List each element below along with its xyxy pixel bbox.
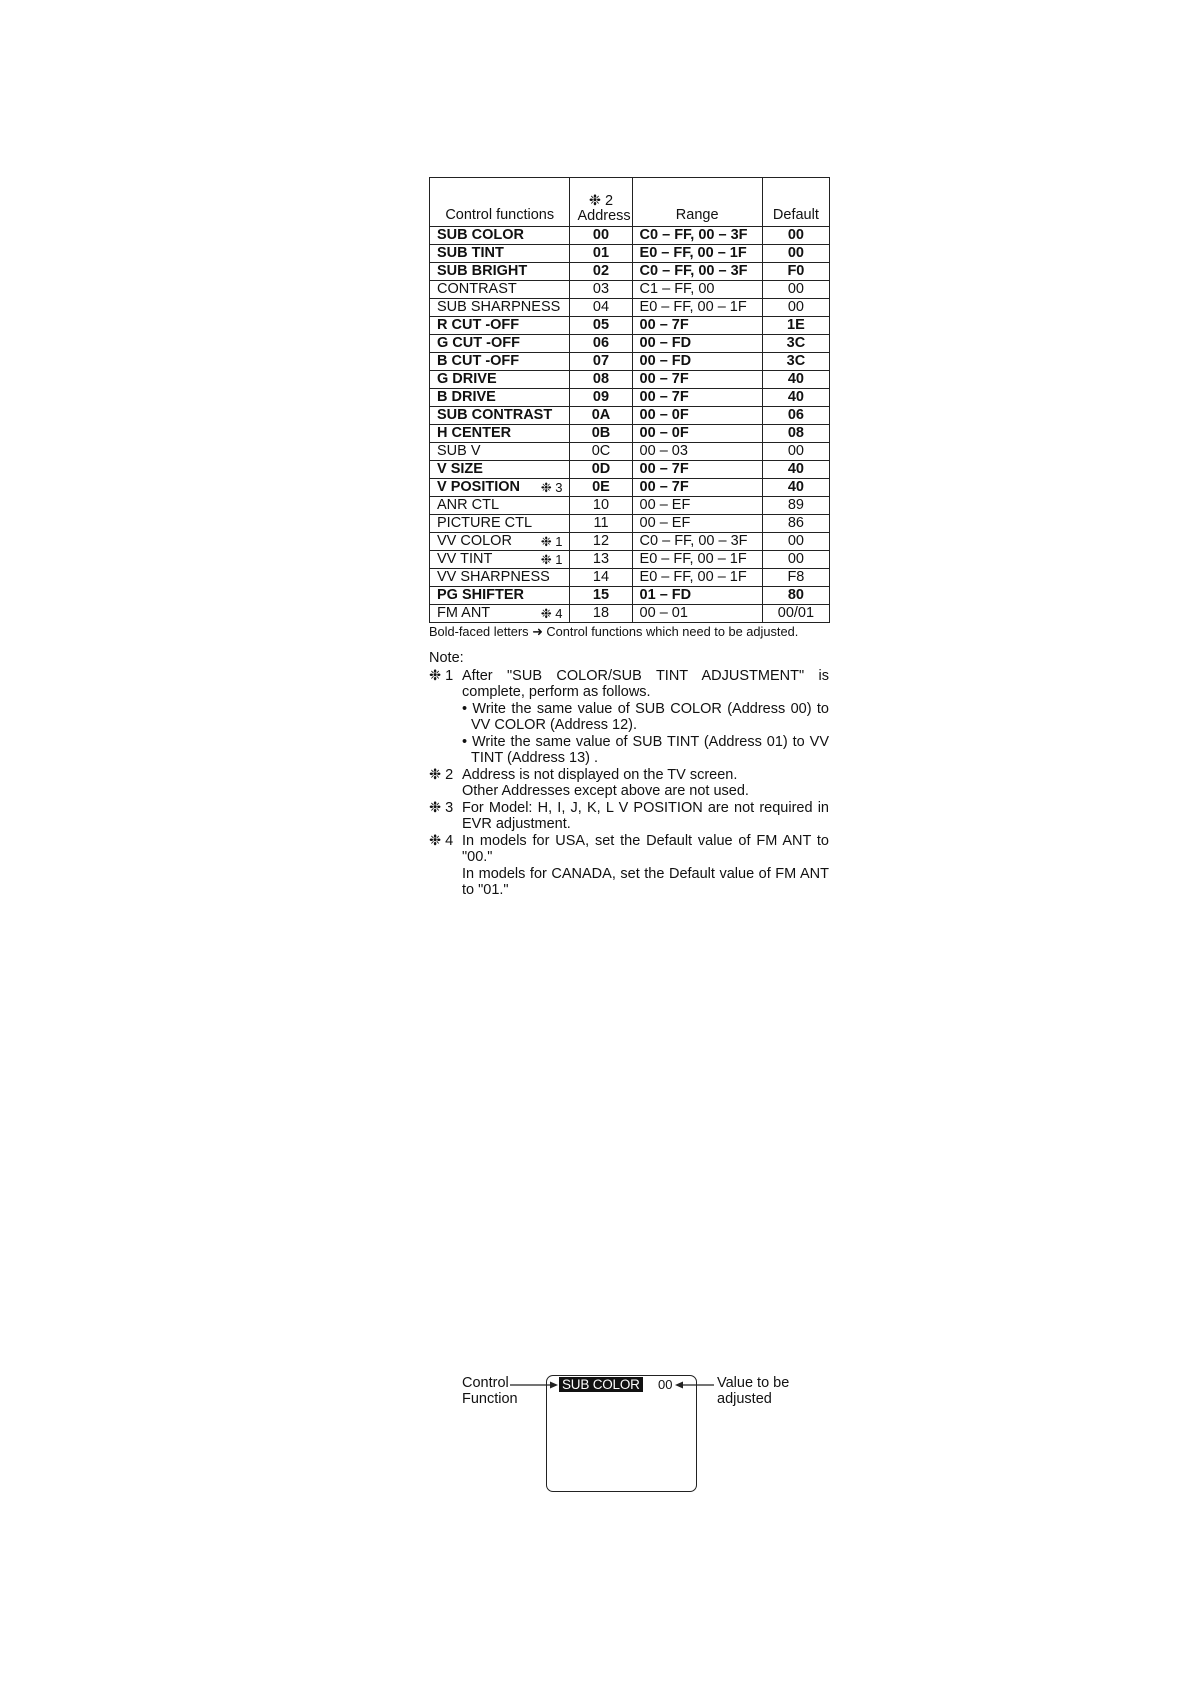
cell-address: 01 xyxy=(570,245,632,263)
note-4-line-2: In models for CANADA, set the Default value of FM ANT to "01." xyxy=(462,865,829,898)
osd-function-name: SUB COLOR xyxy=(559,1377,643,1392)
screen-diagram xyxy=(440,1365,820,1495)
cell-range: 00 – 7F xyxy=(632,317,762,335)
cell-address: 00 xyxy=(570,227,632,245)
cell-function xyxy=(430,335,570,353)
footnote-mark: ❉ 1 xyxy=(540,552,563,567)
cell-default: 80 xyxy=(762,587,829,605)
notes-section xyxy=(429,650,829,899)
cell-address: 0A xyxy=(570,407,632,425)
cell-default: F0 xyxy=(762,263,829,281)
cell-function xyxy=(430,263,570,281)
note-1-key: ❉ 1 xyxy=(429,667,454,684)
table-row xyxy=(430,317,830,335)
cell-address: 02 xyxy=(570,263,632,281)
function-name: V POSITION xyxy=(437,479,520,495)
cell-range: 00 – 01 xyxy=(632,605,762,623)
note-4 xyxy=(429,833,829,899)
cell-address: 13 xyxy=(570,551,632,569)
function-name: SUB TINT xyxy=(437,245,504,261)
cell-address: 06 xyxy=(570,335,632,353)
footnote-mark: ❉ 1 xyxy=(540,534,563,549)
note-3-key: ❉ 3 xyxy=(429,799,454,816)
cell-default: 00 xyxy=(762,443,829,461)
table-row xyxy=(430,371,830,389)
cell-default: 40 xyxy=(762,389,829,407)
function-name: SUB BRIGHT xyxy=(437,263,528,279)
note-3-text: For Model: H, I, J, K, L V POSITION are not required in EVR adjustment. xyxy=(462,799,829,832)
cell-address: 0B xyxy=(570,425,632,443)
control-function-label-line-1: Control xyxy=(462,1375,509,1391)
cell-range: 00 – 0F xyxy=(632,407,762,425)
cell-default: 06 xyxy=(762,407,829,425)
cell-range: E0 – FF, 00 – 1F xyxy=(632,569,762,587)
cell-function xyxy=(430,551,570,569)
cell-function xyxy=(430,497,570,515)
cell-address: 14 xyxy=(570,569,632,587)
function-name: SUB V xyxy=(437,443,481,459)
function-name: PICTURE CTL xyxy=(437,515,533,531)
osd-value: 00 xyxy=(658,1377,673,1392)
cell-default: 1E xyxy=(762,317,829,335)
cell-function xyxy=(430,479,570,497)
note-4-line-1: In models for USA, set the Default value of FM ANT to "00." xyxy=(462,832,829,865)
cell-function xyxy=(430,299,570,317)
note-4-key: ❉ 4 xyxy=(429,832,454,849)
table-body xyxy=(430,227,830,623)
cell-default: 00/01 xyxy=(762,605,829,623)
cell-default: 40 xyxy=(762,479,829,497)
cell-range: C0 – FF, 00 – 3F xyxy=(632,533,762,551)
function-name: G DRIVE xyxy=(437,371,497,387)
cell-address: 07 xyxy=(570,353,632,371)
note-2 xyxy=(429,767,829,800)
cell-range: E0 – FF, 00 – 1F xyxy=(632,551,762,569)
cell-address: 09 xyxy=(570,389,632,407)
cell-address: 08 xyxy=(570,371,632,389)
cell-function xyxy=(430,317,570,335)
function-name: PG SHIFTER xyxy=(437,587,525,603)
function-name: FM ANT xyxy=(437,605,491,621)
cell-range: 00 – 7F xyxy=(632,389,762,407)
note-2-line-1: Address is not displayed on the TV screen. xyxy=(462,766,738,783)
function-name: G CUT -OFF xyxy=(437,335,520,351)
function-name: ANR CTL xyxy=(437,497,500,513)
cell-range: E0 – FF, 00 – 1F xyxy=(632,299,762,317)
function-name: V SIZE xyxy=(437,461,483,477)
cell-default: 00 xyxy=(762,299,829,317)
function-name: VV TINT xyxy=(437,551,493,567)
cell-default: 86 xyxy=(762,515,829,533)
cell-address: 0C xyxy=(570,443,632,461)
table-row xyxy=(430,533,830,551)
cell-function xyxy=(430,227,570,245)
note-1-text: After "SUB COLOR/SUB TINT ADJUSTMENT" is complete, perform as follows. xyxy=(462,667,829,700)
value-label-line-2: adjusted xyxy=(717,1391,772,1407)
cell-default: 00 xyxy=(762,281,829,299)
table-row xyxy=(430,515,830,533)
table-row xyxy=(430,407,830,425)
footnote-mark: ❉ 3 xyxy=(540,480,563,495)
table-header-row xyxy=(430,178,830,227)
note-3 xyxy=(429,800,829,833)
cell-function xyxy=(430,569,570,587)
bold-legend-note: Bold-faced letters ➜ Control functions which need to be adjusted. xyxy=(429,624,799,639)
cell-default: 89 xyxy=(762,497,829,515)
cell-default: 3C xyxy=(762,335,829,353)
table-row xyxy=(430,245,830,263)
table-row xyxy=(430,335,830,353)
table-row xyxy=(430,605,830,623)
cell-default: 00 xyxy=(762,551,829,569)
cell-address: 11 xyxy=(570,515,632,533)
pointer-arrows xyxy=(440,1365,820,1495)
table-row xyxy=(430,497,830,515)
table-row xyxy=(430,461,830,479)
value-label-line-1: Value to be xyxy=(717,1375,790,1391)
notes-title: Note: xyxy=(429,650,464,666)
function-name: VV COLOR xyxy=(437,533,512,549)
header-address-mark: ❉ 2 xyxy=(588,193,614,209)
function-arrow xyxy=(510,1382,558,1389)
note-1-bullet-1: • Write the same value of SUB COLOR (Address 00) to VV COLOR (Address 12). xyxy=(462,700,829,733)
cell-function xyxy=(430,515,570,533)
function-name: VV SHARPNESS xyxy=(437,569,550,585)
cell-function xyxy=(430,443,570,461)
note-2-key: ❉ 2 xyxy=(429,766,454,783)
function-name: R CUT -OFF xyxy=(437,317,520,333)
cell-range: 00 – 7F xyxy=(632,479,762,497)
header-address xyxy=(570,178,632,227)
cell-address: 0D xyxy=(570,461,632,479)
table-row xyxy=(430,227,830,245)
cell-default: 00 xyxy=(762,227,829,245)
table-row xyxy=(430,263,830,281)
cell-function xyxy=(430,281,570,299)
function-name: SUB SHARPNESS xyxy=(437,299,561,315)
cell-function xyxy=(430,407,570,425)
function-name: SUB CONTRAST xyxy=(437,407,553,423)
cell-function xyxy=(430,533,570,551)
cell-address: 12 xyxy=(570,533,632,551)
cell-function xyxy=(430,605,570,623)
value-arrow xyxy=(675,1382,714,1389)
cell-range: C0 – FF, 00 – 3F xyxy=(632,263,762,281)
function-name: H CENTER xyxy=(437,425,512,441)
cell-default: 00 xyxy=(762,533,829,551)
function-name: B CUT -OFF xyxy=(437,353,520,369)
function-name: SUB COLOR xyxy=(437,227,524,243)
cell-range: C0 – FF, 00 – 3F xyxy=(632,227,762,245)
note-1-bullet-2: • Write the same value of SUB TINT (Address 01) to VV TINT (Address 13) . xyxy=(462,733,829,766)
note-1 xyxy=(429,668,829,767)
cell-function xyxy=(430,425,570,443)
cell-default: 40 xyxy=(762,371,829,389)
cell-range: E0 – FF, 00 – 1F xyxy=(632,245,762,263)
table-row xyxy=(430,353,830,371)
cell-address: 15 xyxy=(570,587,632,605)
cell-range: 01 – FD xyxy=(632,587,762,605)
header-range: Range xyxy=(632,178,762,227)
cell-function xyxy=(430,245,570,263)
cell-address: 18 xyxy=(570,605,632,623)
header-address-label: Address xyxy=(577,208,631,224)
note-2-line-2: Other Addresses except above are not used. xyxy=(462,783,749,799)
cell-range: 00 – 7F xyxy=(632,461,762,479)
header-default: Default xyxy=(762,178,829,227)
cell-address: 0E xyxy=(570,479,632,497)
table-row xyxy=(430,479,830,497)
table-row xyxy=(430,587,830,605)
cell-function xyxy=(430,353,570,371)
table-row xyxy=(430,299,830,317)
cell-function xyxy=(430,587,570,605)
cell-function xyxy=(430,371,570,389)
cell-address: 03 xyxy=(570,281,632,299)
header-control-functions: Control functions xyxy=(430,178,570,227)
cell-default: 08 xyxy=(762,425,829,443)
cell-range: 00 – EF xyxy=(632,515,762,533)
cell-address: 10 xyxy=(570,497,632,515)
cell-range: 00 – EF xyxy=(632,497,762,515)
control-functions-table xyxy=(429,177,830,623)
cell-default: 3C xyxy=(762,353,829,371)
cell-address: 05 xyxy=(570,317,632,335)
cell-range: 00 – FD xyxy=(632,353,762,371)
cell-range: 00 – 7F xyxy=(632,371,762,389)
table-row xyxy=(430,425,830,443)
cell-range: 00 – FD xyxy=(632,335,762,353)
cell-function xyxy=(430,461,570,479)
table-row xyxy=(430,569,830,587)
cell-address: 04 xyxy=(570,299,632,317)
cell-range: C1 – FF, 00 xyxy=(632,281,762,299)
table-row xyxy=(430,281,830,299)
cell-default: 40 xyxy=(762,461,829,479)
table-row xyxy=(430,551,830,569)
function-name: CONTRAST xyxy=(437,281,517,297)
control-function-label-line-2: Function xyxy=(462,1391,518,1407)
cell-range: 00 – 0F xyxy=(632,425,762,443)
cell-default: F8 xyxy=(762,569,829,587)
cell-range: 00 – 03 xyxy=(632,443,762,461)
function-name: B DRIVE xyxy=(437,389,496,405)
cell-function xyxy=(430,389,570,407)
table-row xyxy=(430,389,830,407)
cell-default: 00 xyxy=(762,245,829,263)
footnote-mark: ❉ 4 xyxy=(540,606,563,621)
table-row xyxy=(430,443,830,461)
